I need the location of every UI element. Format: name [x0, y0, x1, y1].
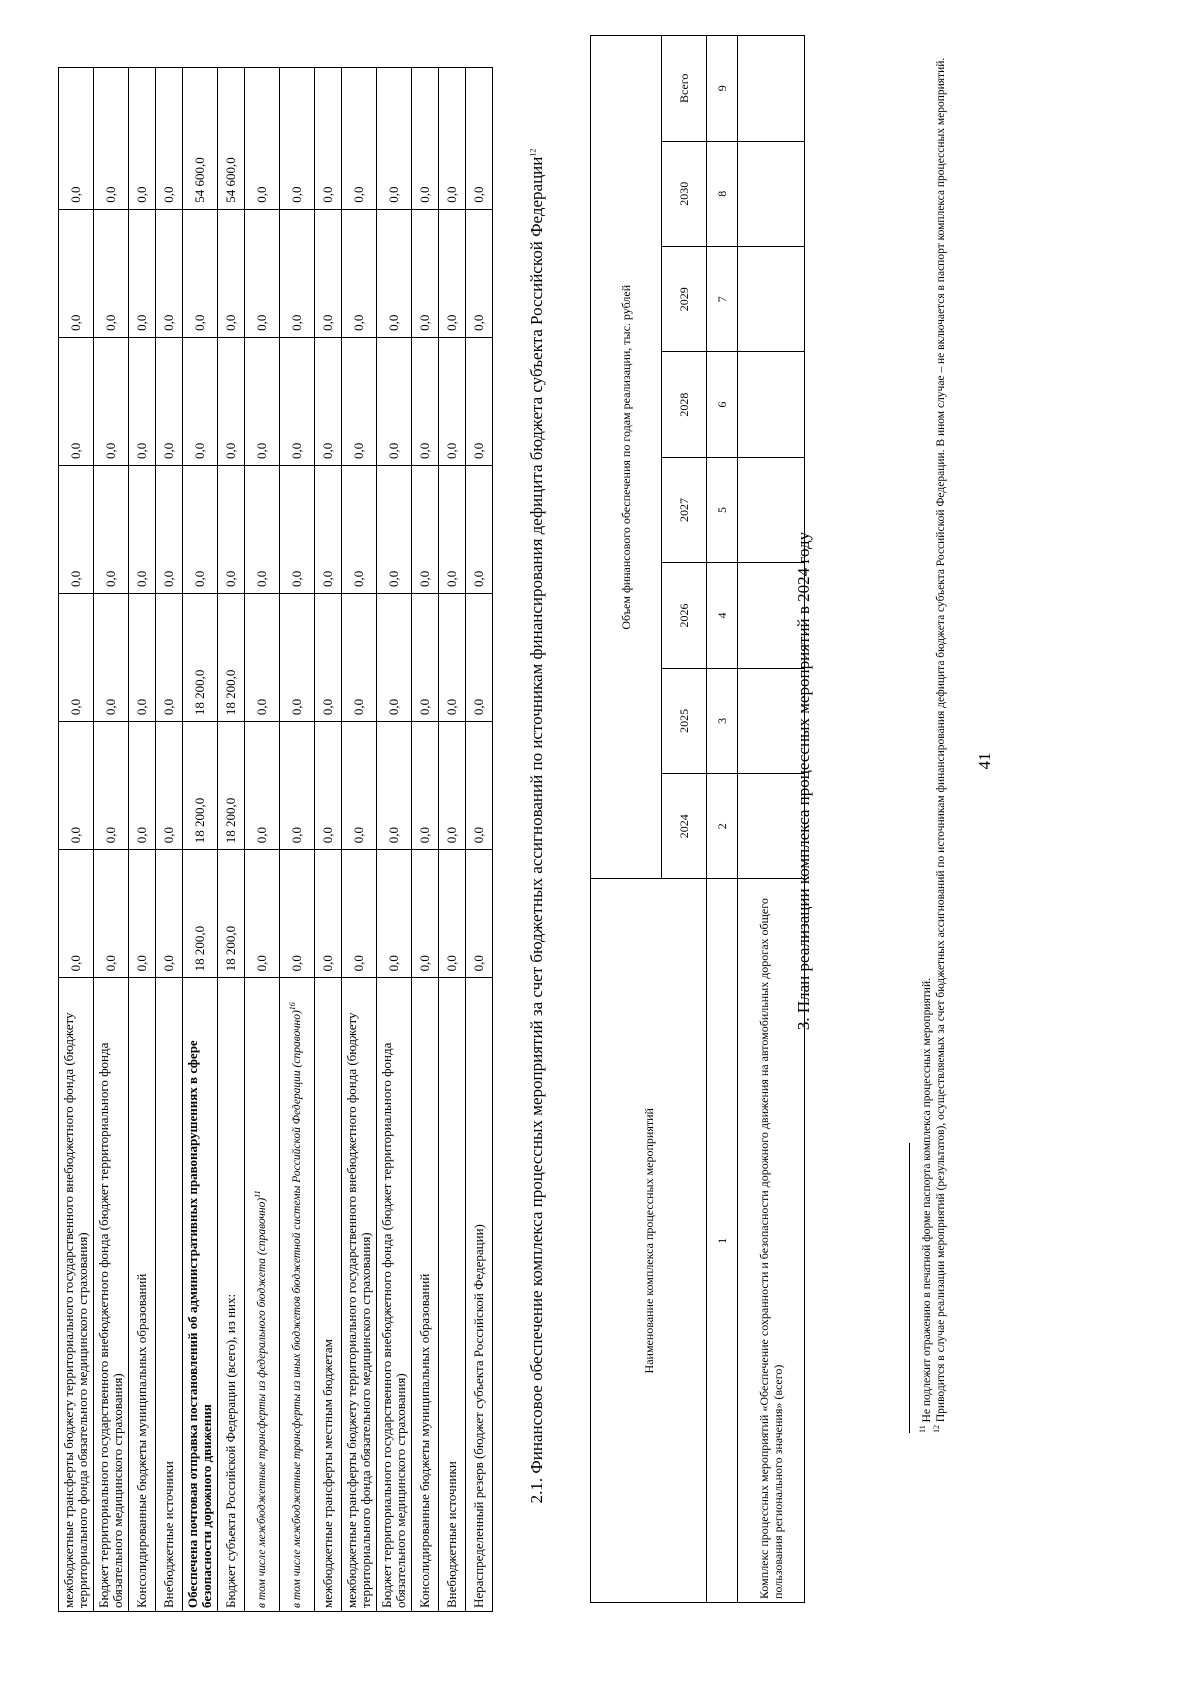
value-cell: 0,0 [94, 594, 129, 722]
row-label [156, 978, 183, 1612]
footnote-12 [934, 33, 948, 1433]
column-number: 3 [707, 668, 738, 773]
value-cell: 0,0 [377, 68, 412, 210]
table-row [377, 68, 412, 1612]
footnote-11-text: Не подлежит отражению в печатной форме паспорта комплекса процессных мероприятий. [921, 978, 933, 1426]
value-cell: 0,0 [59, 850, 94, 978]
value-cell: 0,0 [94, 850, 129, 978]
value-cell: 0,0 [412, 209, 439, 337]
table-row [439, 68, 466, 1612]
row-label-text: Бюджет территориального государственного внебюджетного фонда (бюджет территориального фонда обязательного медицинского страхования) [96, 1042, 125, 1608]
value-cell: 0,0 [156, 209, 183, 337]
value-cell: 0,0 [342, 722, 377, 850]
value-cell: 0,0 [94, 722, 129, 850]
column-number: 6 [707, 352, 738, 457]
column-number: 1 [707, 879, 738, 1603]
row-label [466, 978, 493, 1612]
value-cell: 0,0 [466, 850, 493, 978]
value-cell: 0,0 [129, 68, 156, 210]
deficit-financing-table [590, 35, 805, 1603]
footnote-ref: 16 [288, 1002, 298, 1011]
page-number: 41 [975, 752, 994, 770]
value-cell: 0,0 [315, 850, 342, 978]
footnotes [920, 33, 948, 1433]
row-label [94, 978, 129, 1612]
year-header: 2028 [662, 352, 707, 457]
value-cell: 0,0 [466, 68, 493, 210]
row-label-text: Консолидированные бюджеты муниципальных образований [417, 1273, 432, 1608]
row-label [280, 978, 315, 1612]
row-label-text: в том числе межбюджетные трансферты из федерального бюджета (справочно) [256, 1197, 268, 1608]
value-cell: 0,0 [129, 850, 156, 978]
value-cell: 0,0 [59, 209, 94, 337]
column-number: 9 [707, 36, 738, 142]
value-cell: 0,0 [439, 722, 466, 850]
row-label [377, 978, 412, 1612]
value-cell: 0,0 [439, 850, 466, 978]
value-cell: 0,0 [94, 209, 129, 337]
row-label-text: Бюджет территориального государственного внебюджетного фонда (бюджет территориального фонда обязательного медицинского страхования) [379, 1042, 408, 1608]
footnote-12-text: Приводится в случае реализации мероприятий (результатов), осуществляемых за счет бюджетных ассигнований по источникам финансирования дефицита бюджета субъекта Российской Федерации. В ином случае – не включается в паспорт комплекса процессных мероприятий. [935, 57, 947, 1425]
value-cell: 0,0 [439, 68, 466, 210]
value-cell: 0,0 [245, 594, 280, 722]
row-label-text: Нераспределенный резерв (бюджет субъекта Российской Федерации) [471, 1224, 486, 1608]
value-cell: 54 600,0 [183, 68, 218, 210]
value-cell: 0,0 [129, 337, 156, 465]
value-cell: 18 200,0 [183, 722, 218, 850]
value-cell: 0,0 [280, 722, 315, 850]
value-cell: 0,0 [412, 337, 439, 465]
section-2-1-footnote-ref: 12 [528, 148, 538, 157]
footnote-ref: 11 [253, 1190, 263, 1198]
row-label-text: межбюджетные трансферты бюджету территориального государственного внебюджетного фонда (бюджету территориального фонда обязательного медицинского страхования) [344, 1012, 373, 1608]
row-label-text: Внебюджетные источники [444, 1461, 459, 1608]
value-cell: 0,0 [59, 337, 94, 465]
table-row [245, 68, 280, 1612]
footnote-12-number: 12 [932, 1425, 942, 1433]
section-2-1-title: 2.1. Финансовое обеспечение комплекса процессных мероприятий за счет бюджетных ассигнований по источникам финансирования дефицита бюджета субъекта Российской Федерации [527, 156, 546, 1504]
value-cell: 0,0 [129, 465, 156, 593]
value-cell: 0,0 [59, 68, 94, 210]
value-cell: 0,0 [377, 850, 412, 978]
value-cell: 0,0 [315, 209, 342, 337]
value-cell: 0,0 [439, 594, 466, 722]
value-cell: 0,0 [156, 68, 183, 210]
row-label-text: Консолидированные бюджеты муниципальных образований [134, 1273, 149, 1608]
row-label [412, 978, 439, 1612]
value-cell: 0,0 [94, 465, 129, 593]
value-cell: 0,0 [315, 465, 342, 593]
row-label [218, 978, 245, 1612]
column-number: 5 [707, 457, 738, 562]
value-cell: 0,0 [183, 337, 218, 465]
value-cell: 0,0 [245, 68, 280, 210]
value-cell: 0,0 [412, 722, 439, 850]
value-cell: 18 200,0 [183, 594, 218, 722]
value-cell: 0,0 [183, 465, 218, 593]
value-cell: 0,0 [183, 209, 218, 337]
value-cell: 0,0 [439, 209, 466, 337]
value-cell: 0,0 [156, 722, 183, 850]
value-cell: 0,0 [59, 594, 94, 722]
year-header: Всего [662, 36, 707, 142]
value-cell: 0,0 [129, 722, 156, 850]
volume-header: Объем финансового обеспечения по годам реализации, тыс. рублей [591, 36, 662, 880]
value-cell: 0,0 [280, 209, 315, 337]
column-number: 4 [707, 563, 738, 668]
year-header: 2030 [662, 141, 707, 246]
value-cell: 0,0 [377, 594, 412, 722]
row-label [342, 978, 377, 1612]
table-row [218, 68, 245, 1612]
row-label-text: Обеспечена почтовая отправка постановлений об административных правонарушениях в сфере безопасности дорожного движения [185, 1040, 214, 1608]
value-cell: 0,0 [439, 465, 466, 593]
value-cell: 0,0 [59, 465, 94, 593]
name-header: Наименование комплекса процессных мероприятий [591, 879, 707, 1603]
row-label [245, 978, 280, 1612]
value-cell: 0,0 [315, 337, 342, 465]
year-header: 2029 [662, 246, 707, 351]
value-cell: 0,0 [412, 68, 439, 210]
value-cell: 0,0 [245, 209, 280, 337]
value-cell: 0,0 [412, 465, 439, 593]
year-header: 2025 [662, 668, 707, 773]
table-row [466, 68, 493, 1612]
row-label-text: межбюджетные трансферты бюджету территориального государственного внебюджетного фонда (бюджету территориального фонда обязательного медицинского страхования) [61, 1012, 90, 1608]
row-label-text: Внебюджетные источники [161, 1461, 176, 1608]
value-cell: 0,0 [280, 594, 315, 722]
funding-table [58, 67, 493, 1612]
table-row [59, 68, 94, 1612]
value-cell: 0,0 [342, 68, 377, 210]
value-cell: 0,0 [218, 209, 245, 337]
value-cell: 0,0 [412, 850, 439, 978]
value-cell: 0,0 [129, 209, 156, 337]
row-label [59, 978, 94, 1612]
value-cell: 0,0 [59, 722, 94, 850]
footnote-11 [920, 33, 934, 1433]
value-cell: 0,0 [412, 594, 439, 722]
section-2-1-heading [526, 76, 547, 1576]
value-cell: 0,0 [245, 465, 280, 593]
value-cell: 0,0 [94, 68, 129, 210]
value-cell: 0,0 [342, 209, 377, 337]
value-cell: 0,0 [342, 465, 377, 593]
table-row [183, 68, 218, 1612]
value-cell: 0,0 [342, 594, 377, 722]
value-cell: 0,0 [129, 594, 156, 722]
table-row [156, 68, 183, 1612]
value-cell: 0,0 [280, 465, 315, 593]
value-cell: 0,0 [280, 850, 315, 978]
value-cell: 0,0 [377, 209, 412, 337]
value-cell: 18 200,0 [218, 722, 245, 850]
footnote-11-number: 11 [918, 1425, 928, 1433]
row-label-text: Бюджет субъекта Российской Федерации (всего), из них: [223, 1293, 238, 1608]
row-label [129, 978, 156, 1612]
value-cell: 0,0 [245, 337, 280, 465]
value-cell: 0,0 [315, 594, 342, 722]
row-label-text: в том числе межбюджетные трансферты из иных бюджетов бюджетной системы Российской Федерации (справочно) [291, 1010, 303, 1608]
value-cell: 18 200,0 [183, 850, 218, 978]
year-header: 2027 [662, 457, 707, 562]
value-cell: 0,0 [377, 465, 412, 593]
table-row [315, 68, 342, 1612]
table-row [94, 68, 129, 1612]
value-cell: 0,0 [156, 850, 183, 978]
value-cell: 0,0 [94, 337, 129, 465]
value-cell: 0,0 [156, 465, 183, 593]
value-cell: 0,0 [342, 850, 377, 978]
column-number: 8 [707, 141, 738, 246]
value-cell: 0,0 [315, 722, 342, 850]
empty-value-cell [738, 36, 805, 142]
table-row [280, 68, 315, 1612]
value-cell: 0,0 [439, 337, 466, 465]
value-cell: 0,0 [315, 68, 342, 210]
empty-value-cell [738, 141, 805, 246]
value-cell: 18 200,0 [218, 594, 245, 722]
table-row [342, 68, 377, 1612]
value-cell: 0,0 [466, 337, 493, 465]
value-cell: 0,0 [245, 850, 280, 978]
value-cell: 0,0 [377, 722, 412, 850]
value-cell: 54 600,0 [218, 68, 245, 210]
footnote-separator [909, 1143, 910, 1433]
value-cell: 0,0 [218, 465, 245, 593]
row-label-text: межбюджетные трансферты местным бюджетам [320, 1339, 335, 1608]
value-cell: 0,0 [466, 465, 493, 593]
table-row [129, 68, 156, 1612]
value-cell: 0,0 [377, 337, 412, 465]
year-header: 2026 [662, 563, 707, 668]
section-3-title: 3. План реализации комплекса процессных мероприятий в 2024 году [794, 531, 813, 1031]
value-cell: 0,0 [245, 722, 280, 850]
year-header: 2024 [662, 774, 707, 879]
value-cell: 0,0 [156, 594, 183, 722]
value-cell: 0,0 [342, 337, 377, 465]
table-row [412, 68, 439, 1612]
row-label [183, 978, 218, 1612]
program-name-cell: Комплекс процессных мероприятий «Обеспечение сохранности и безопасности дорожного движения на автомобильных дорогах общего пользования регионального значения» (всего) [738, 879, 805, 1603]
row-label [315, 978, 342, 1612]
row-label [439, 978, 466, 1612]
value-cell: 0,0 [466, 594, 493, 722]
value-cell: 0,0 [466, 209, 493, 337]
column-number: 7 [707, 246, 738, 351]
empty-value-cell [738, 246, 805, 351]
value-cell: 18 200,0 [218, 850, 245, 978]
column-number: 2 [707, 774, 738, 879]
value-cell: 0,0 [218, 337, 245, 465]
value-cell: 0,0 [156, 337, 183, 465]
value-cell: 0,0 [280, 337, 315, 465]
value-cell: 0,0 [466, 722, 493, 850]
value-cell: 0,0 [280, 68, 315, 210]
